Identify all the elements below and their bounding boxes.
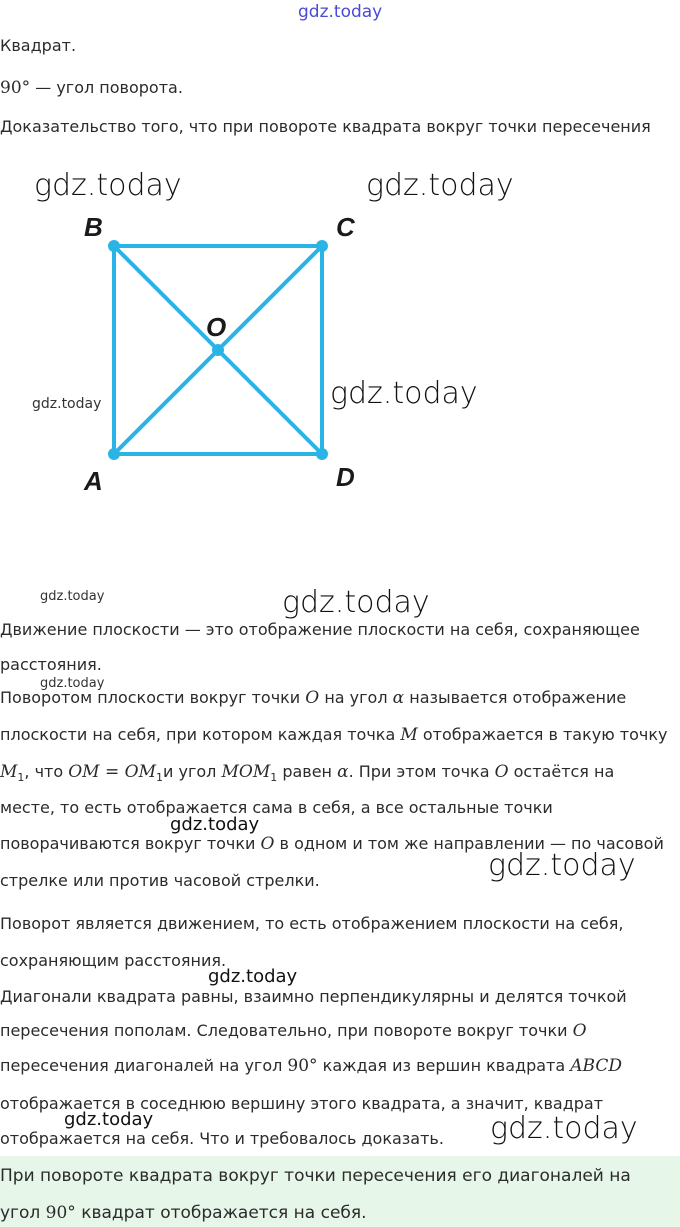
- point-b: [108, 240, 120, 252]
- definition-2-line-4: месте, то есть отображается сама в себя, а все остальные точки: [0, 798, 553, 817]
- conclusion-line-1: При повороте квадрата вокруг точки пересечения его диагоналей на: [0, 1166, 631, 1186]
- point-c: [316, 240, 328, 252]
- point-d: [316, 448, 328, 460]
- proof-line-1: Диагонали квадрата равны, взаимно перпендикулярны и делятся точкой: [0, 987, 627, 1006]
- label-c: C: [336, 212, 355, 242]
- point-a: [108, 448, 120, 460]
- watermark-10: gdz.today: [488, 848, 636, 883]
- statement-line-2: сохраняющим расстояния.: [0, 951, 227, 970]
- point-o: [212, 344, 224, 356]
- statement-line-1: Поворот является движением, то есть отображением плоскости на себя,: [0, 914, 624, 933]
- label-a: A: [84, 466, 103, 496]
- watermark-11: gdz.today: [208, 966, 298, 987]
- label-o: O: [206, 312, 227, 342]
- watermark-6: gdz.today: [40, 589, 105, 604]
- watermark-4: gdz.today: [32, 396, 102, 412]
- watermark-7: gdz.today: [282, 585, 430, 620]
- intro-line-2: [0, 78, 183, 98]
- watermark-top: gdz.today: [298, 2, 383, 22]
- watermark-5: gdz.today: [330, 376, 478, 411]
- angle-90: 90°: [0, 78, 31, 98]
- definition-2-line-3: $M_1$, что OM = $OM_1и$ угол $MOM_1$ равен α. При этом точка O остаётся на: [0, 762, 615, 785]
- watermark-2: gdz.today: [34, 168, 182, 203]
- watermark-12: gdz.today: [64, 1109, 154, 1130]
- watermark-3: gdz.today: [366, 168, 514, 203]
- proof-line-4: отображается в соседнюю вершину этого квадрата, а значит, квадрат: [0, 1094, 604, 1113]
- watermark-13: gdz.today: [490, 1111, 638, 1146]
- intro-line-2-text: — угол поворота.: [30, 78, 183, 97]
- proof-line-5: отображается на себя. Что и требовалось доказать.: [0, 1129, 444, 1148]
- proof-line-3: пересечения диагоналей на угол 90° каждая из вершин квадрата ABCD: [0, 1056, 622, 1076]
- label-b: B: [84, 212, 103, 242]
- definition-1-line-1: Движение плоскости — это отображение плоскости на себя, сохраняющее: [0, 620, 640, 639]
- definition-2-line-6: стрелке или против часовой стрелки.: [0, 871, 320, 890]
- conclusion-line-2: угол 90° квадрат отображается на себя.: [0, 1203, 367, 1223]
- definition-2-line-2: плоскости на себя, при котором каждая точка M отображается в такую точку: [0, 725, 668, 745]
- definition-2-line-1: Поворотом плоскости вокруг точки O на угол α называется отображение: [0, 688, 627, 708]
- intro-line-3: Доказательство того, что при повороте квадрата вокруг точки пересечения: [0, 117, 651, 136]
- proof-line-2: пересечения пополам. Следовательно, при повороте вокруг точки O: [0, 1021, 587, 1041]
- square-diagram: [0, 200, 560, 500]
- definition-1-line-2: расстояния.: [0, 655, 102, 674]
- definition-2-line-5: поворачиваются вокруг точки O в одном и том же направлении — по часовой: [0, 834, 664, 854]
- label-d: D: [336, 462, 355, 492]
- watermark-9: gdz.today: [170, 814, 260, 835]
- watermark-8: gdz.today: [40, 676, 105, 691]
- intro-line-1: Квадрат.: [0, 36, 77, 55]
